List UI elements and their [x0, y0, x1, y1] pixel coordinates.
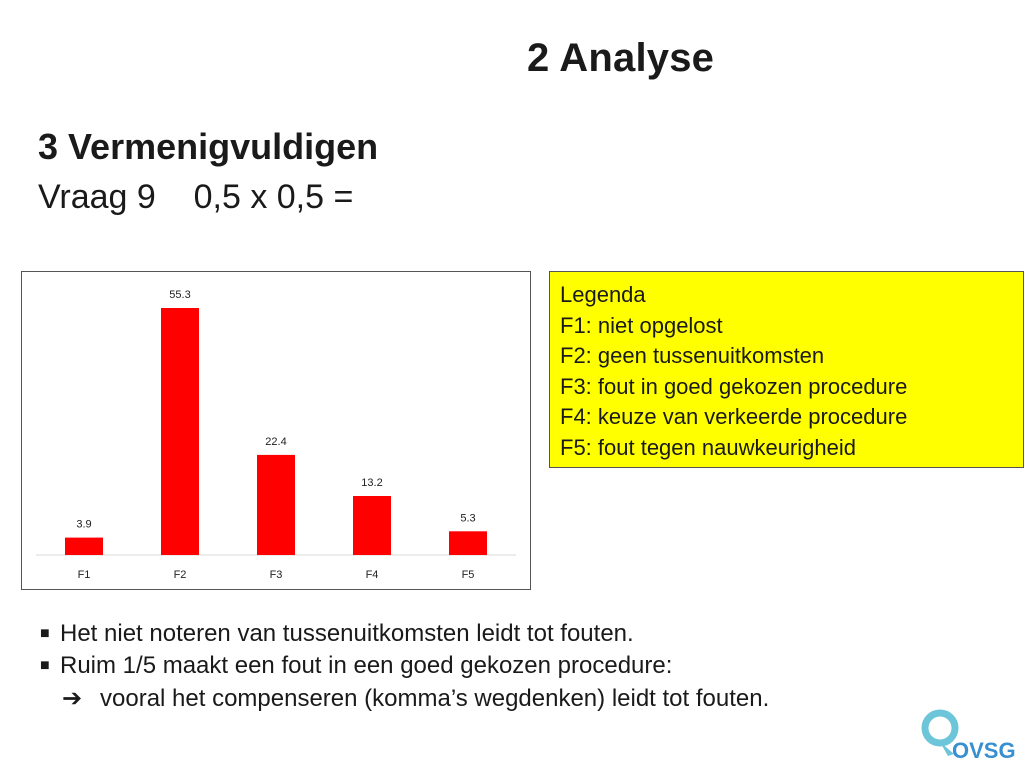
x-tick-label-f5: F5: [461, 569, 475, 581]
bar-f3: [257, 455, 295, 555]
legend-item-f4: F4: keuze van verkeerde procedure: [560, 404, 908, 429]
bullet-item: [40, 618, 940, 650]
bar-f2: [161, 308, 199, 555]
bar-f5: [449, 531, 487, 555]
sub-bullet-text: vooral het compenseren (komma’s wegdenken) leidt tot fouten.: [100, 685, 770, 712]
x-tick-label-f2: F2: [173, 569, 187, 581]
bullet-text: Ruim 1/5 maakt een fout in een goed gekozen procedure:: [60, 652, 673, 679]
ovsg-logo: [918, 708, 1022, 764]
legend-item-f2: F2: geen tussenuitkomsten: [560, 343, 825, 368]
bar-chart-svg: [22, 272, 530, 589]
x-tick-label-f1: F1: [77, 569, 91, 581]
legend-item-f3: F3: fout in goed gekozen procedure: [560, 373, 908, 399]
bullet-text: Het niet noteren van tussenuitkomsten leidt tot fouten.: [60, 620, 634, 647]
slide-title: 2 Analyse: [527, 36, 715, 80]
bullet-list: [40, 618, 940, 716]
question-line: Vraag 9 0,5 x 0,5 =: [38, 178, 354, 216]
logo-q-ring: [925, 713, 955, 743]
legend-item-f5: F5: fout tegen nauwkeurigheid: [560, 434, 856, 460]
arrow-right-icon: ➔: [62, 685, 83, 712]
logo-text: OVSG: [952, 738, 1016, 763]
bar-chart: [21, 271, 531, 590]
bar-f4: [353, 496, 391, 555]
data-label-f4: 13.2: [361, 477, 383, 489]
data-label-f3: 22.4: [265, 435, 287, 448]
data-label-f5: 5.3: [460, 512, 476, 525]
sub-bullet-item: [40, 682, 940, 716]
legend-box: [549, 271, 1024, 468]
bullet-item: [40, 650, 940, 682]
data-label-f1: 3.9: [76, 518, 92, 531]
x-tick-label-f4: F4: [365, 569, 379, 581]
bar-f1: [65, 538, 103, 555]
section-heading: 3 Vermenigvuldigen: [38, 126, 379, 167]
legend-item-f1: F1: niet opgelost: [560, 312, 723, 338]
data-label-f2: 55.3: [169, 289, 191, 301]
x-tick-label-f3: F3: [269, 569, 283, 581]
legend-title: Legenda: [560, 282, 646, 307]
square-bullet-icon: ■: [40, 625, 50, 642]
square-bullet-icon: ■: [40, 657, 50, 674]
